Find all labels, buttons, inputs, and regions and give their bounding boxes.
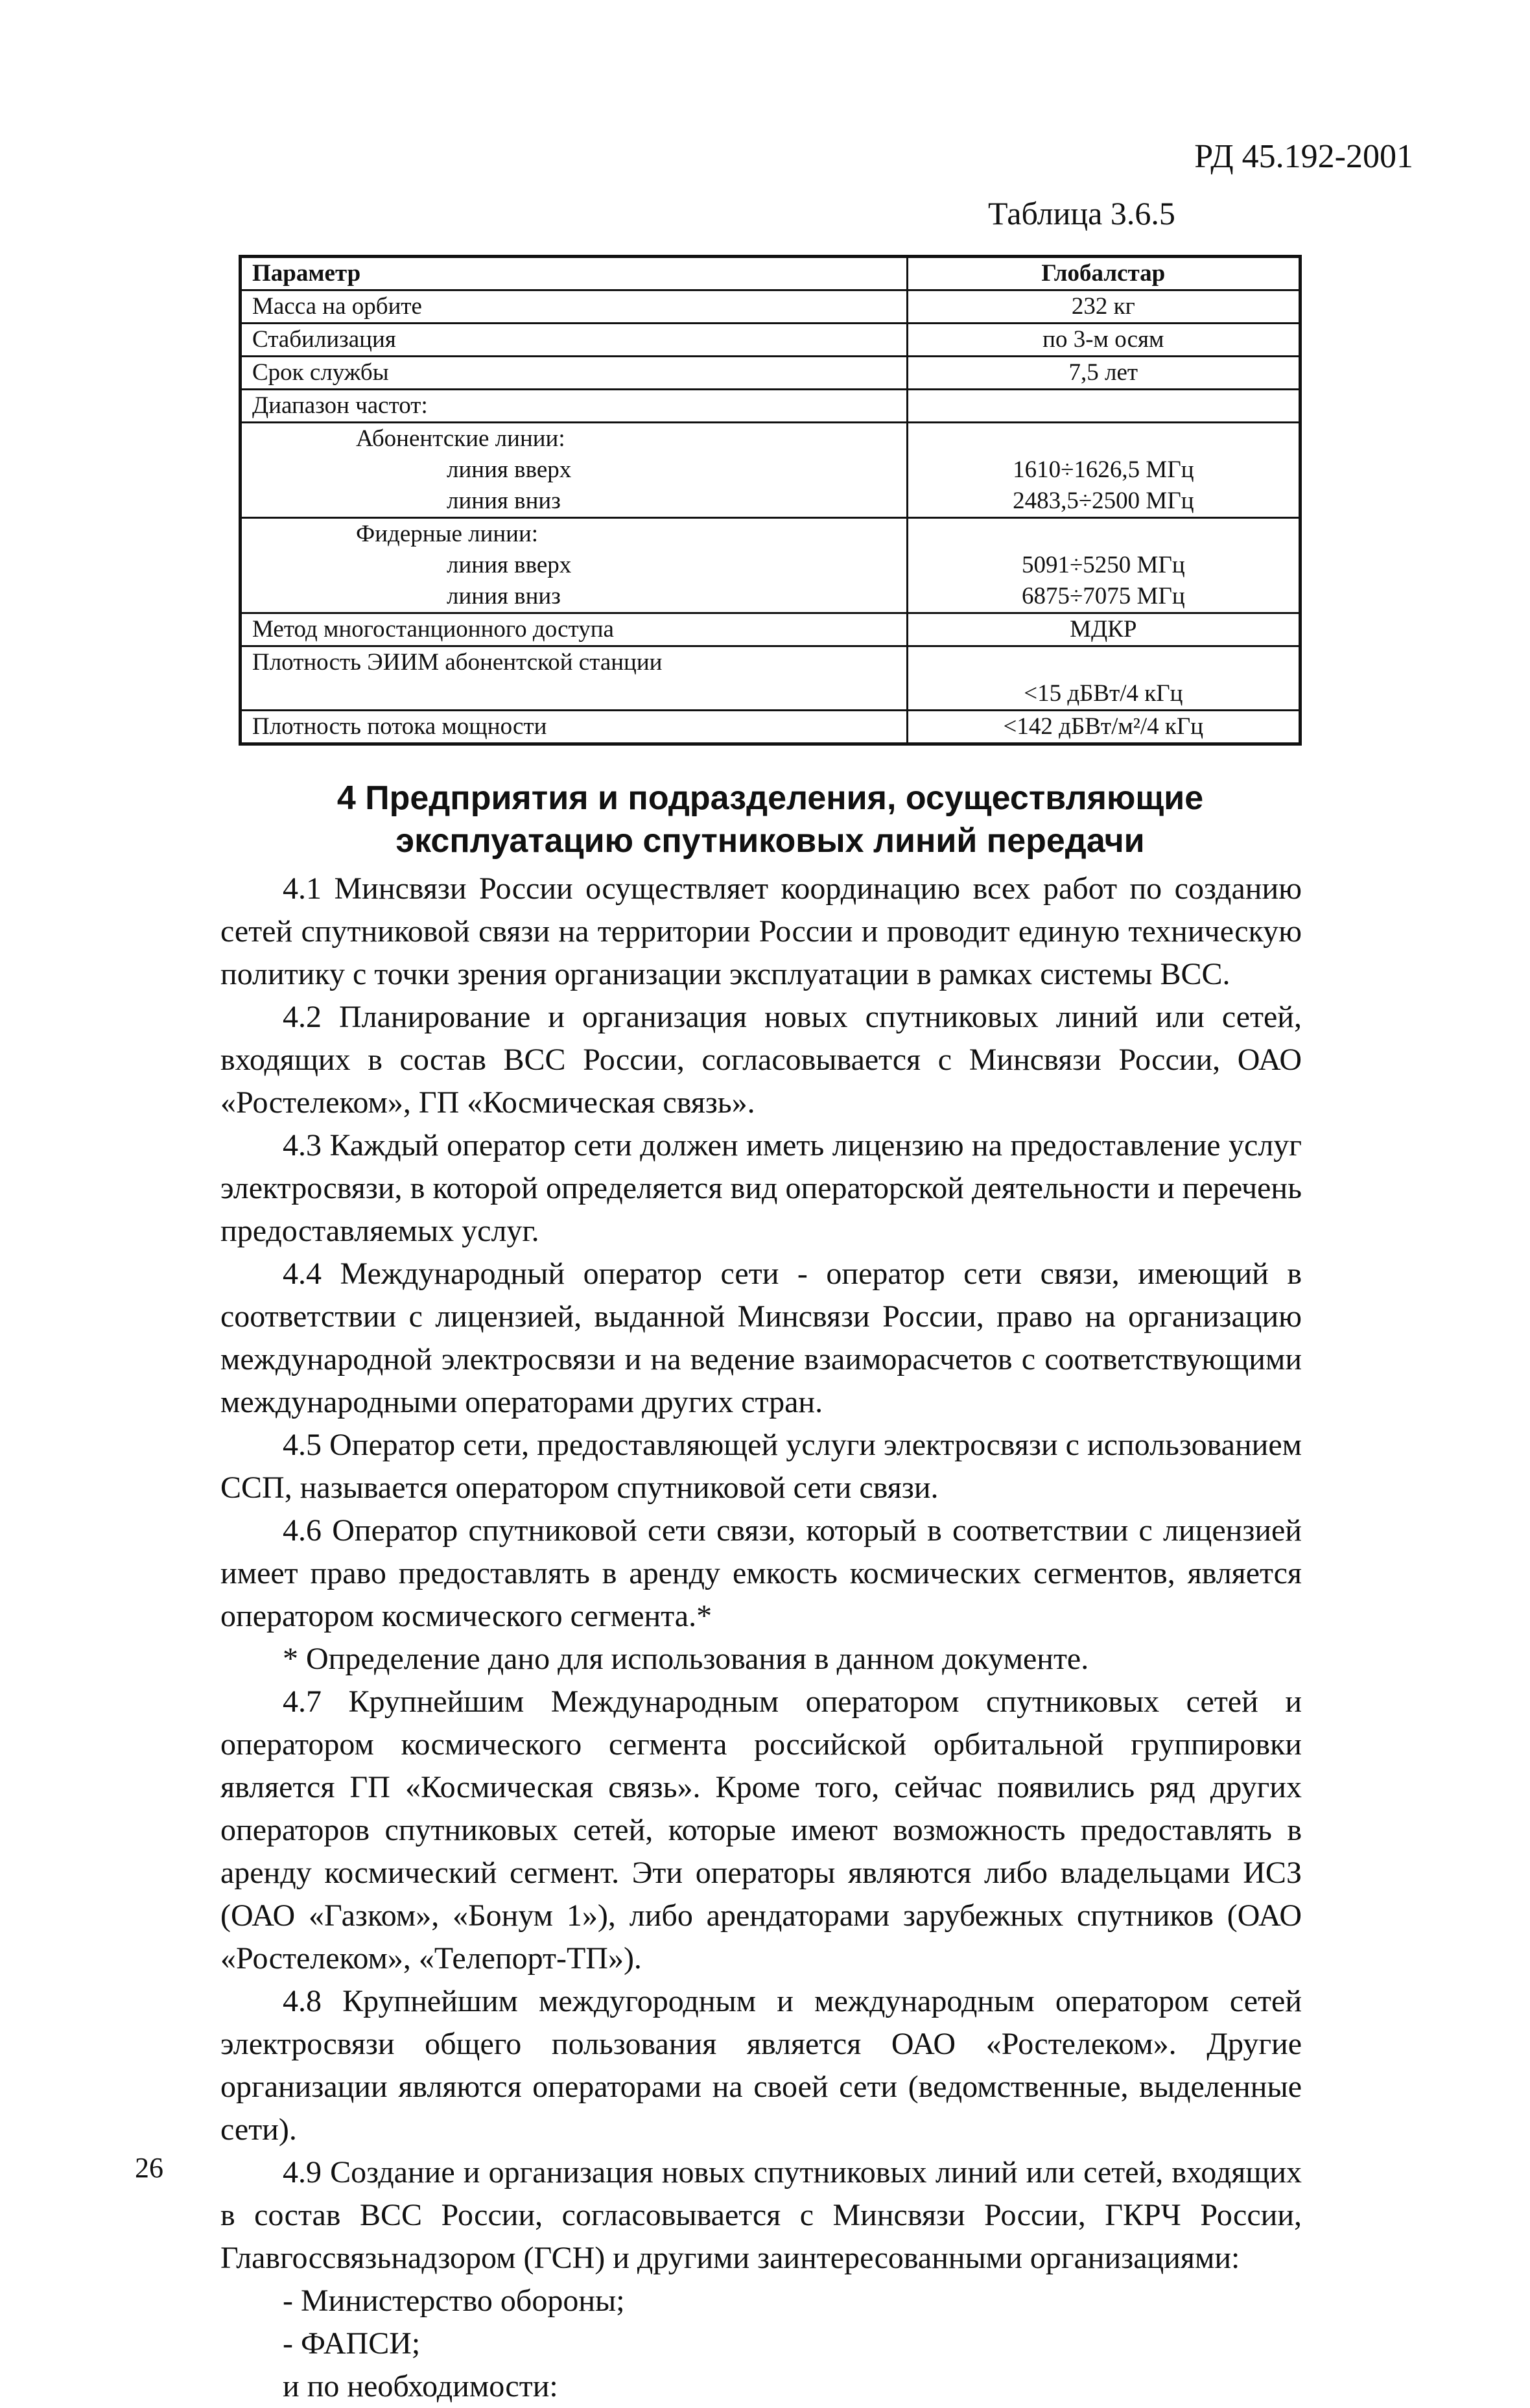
section-heading [239,777,1302,862]
param-cell: Масса на орбите [241,290,908,324]
uplink-value: 5091÷5250 МГц [1021,552,1185,578]
table-row [241,390,1300,423]
value-cell: <15 дБВт/4 кГц [907,646,1300,711]
list-item: и по необходимости: [283,2369,558,2403]
param-cell: Плотность ЭИИМ абонентской станции [241,646,908,711]
column-header-globalstar: Глобалстар [907,257,1300,290]
table-row [241,711,1300,744]
paragraph-4-8: 4.8 Крупнейшим междугородным и международным оператором сетей электросвязи общего пользования является ОАО «Ростелеком». Другие организации являются операторами на своей сети (ведомственные, выделенные сети). [220,1984,1302,2147]
table-caption: Таблица 3.6.5 [988,195,1175,231]
value-cell [907,390,1300,423]
table-row [241,518,1300,613]
value-cell: 232 кг [907,290,1300,324]
uplink-label: линия вверх [447,552,572,578]
downlink-value: 2483,5÷2500 МГц [1013,488,1194,514]
value-cell: по 3-м осям [907,324,1300,357]
table-row [241,423,1300,518]
table-header-row [241,257,1300,290]
paragraph-4-9: 4.9 Создание и организация новых спутниковых линий или сетей, входящих в состав ВСС России, согласовывается с Минсвязи России, ГКРЧ России, Главгоссвязьнадзором (ГСН) и другими заинтересованными организациями: [220,2155,1302,2275]
page-number: 26 [135,2152,163,2184]
uplink-label: линия вверх [447,456,572,483]
paragraph-4-3: 4.3 Каждый оператор сети должен иметь лицензию на предоставление услуг электросвязи, в которой определяется вид операторской деятельности и перечень предоставляемых услуг. [220,1128,1302,1248]
paragraph-4-1: 4.1 Минсвязи России осуществляет координацию всех работ по созданию сетей спутниковой связи на территории России и проводит единую техническую политику с точки зрения организации эксплуатации в рамках системы ВСС. [220,871,1302,991]
downlink-label: линия вниз [447,583,561,609]
table-row [241,646,1300,711]
document-code: РД 45.192-2001 [1194,138,1413,175]
subscriber-lines-label: Абонентские линии: [356,425,565,452]
table-row [241,290,1300,324]
param-cell: Диапазон частот: [241,390,908,423]
paragraph-4-2: 4.2 Планирование и организация новых спутниковых линий или сетей, входящих в состав ВСС России, согласовывается с Минсвязи России, ОАО «Ростелеком», ГП «Космическая связь». [220,1000,1302,1120]
value-cell-group [907,518,1300,613]
downlink-label: линия вниз [447,488,561,514]
list-item: - ФАПСИ; [283,2326,421,2361]
paragraph-4-6: 4.6 Оператор спутниковой сети связи, который в соответствии с лицензией имеет право предоставлять в аренду емкость космических сегментов, является оператором космического сегмента.* [220,1513,1302,1633]
param-cell-group [241,423,908,518]
table-row [241,357,1300,390]
value-cell-group [907,423,1300,518]
parameters-table [239,255,1302,746]
downlink-value: 6875÷7075 МГц [1021,583,1185,609]
section-heading-line2: эксплуатацию спутниковых линий передачи [395,822,1145,860]
table-row [241,613,1300,646]
feeder-lines-label: Фидерные линии: [356,521,539,547]
body-text [220,868,1302,2408]
param-cell: Срок службы [241,357,908,390]
list-item: - Министерство обороны; [283,2284,625,2318]
paragraph-4-5: 4.5 Оператор сети, предоставляющей услуги электросвязи с использованием ССП, называется оператором спутниковой сети связи. [220,1428,1302,1505]
param-cell: Метод многостанционного доступа [241,613,908,646]
param-cell: Стабилизация [241,324,908,357]
value-cell: МДКР [907,613,1300,646]
value-cell: 7,5 лет [907,357,1300,390]
param-cell-group [241,518,908,613]
footnote-definition: * Определение дано для использования в данном документе. [283,1642,1089,1676]
column-header-parameter: Параметр [241,257,908,290]
paragraph-4-4: 4.4 Международный оператор сети - оператор сети связи, имеющий в соответствии с лицензией, выданной Минсвязи России, право на организацию международной электросвязи и на ведение взаиморасчетов с соответствующими международными операторами других стран. [220,1257,1302,1419]
paragraph-4-7: 4.7 Крупнейшим Международным оператором спутниковых сетей и оператором космического сегмента российской орбитальной группировки является ГП «Космическая связь». Кроме того, сейчас появились ряд других операторов спутниковых сетей, которые имеют возможность предоставлять в аренду космический сегмент. Эти операторы являются либо владельцами ИСЗ (ОАО «Газком», «Бонум 1»), либо арендаторами зарубежных спутников (ОАО «Ростелеком», «Телепорт-ТП»). [220,1684,1302,1976]
param-cell: Плотность потока мощности [241,711,908,744]
value-cell: <142 дБВт/м²/4 кГц [907,711,1300,744]
section-heading-line1: 4 Предприятия и подразделения, осуществляющие [336,779,1204,817]
table-row [241,324,1300,357]
uplink-value: 1610÷1626,5 МГц [1013,456,1194,483]
